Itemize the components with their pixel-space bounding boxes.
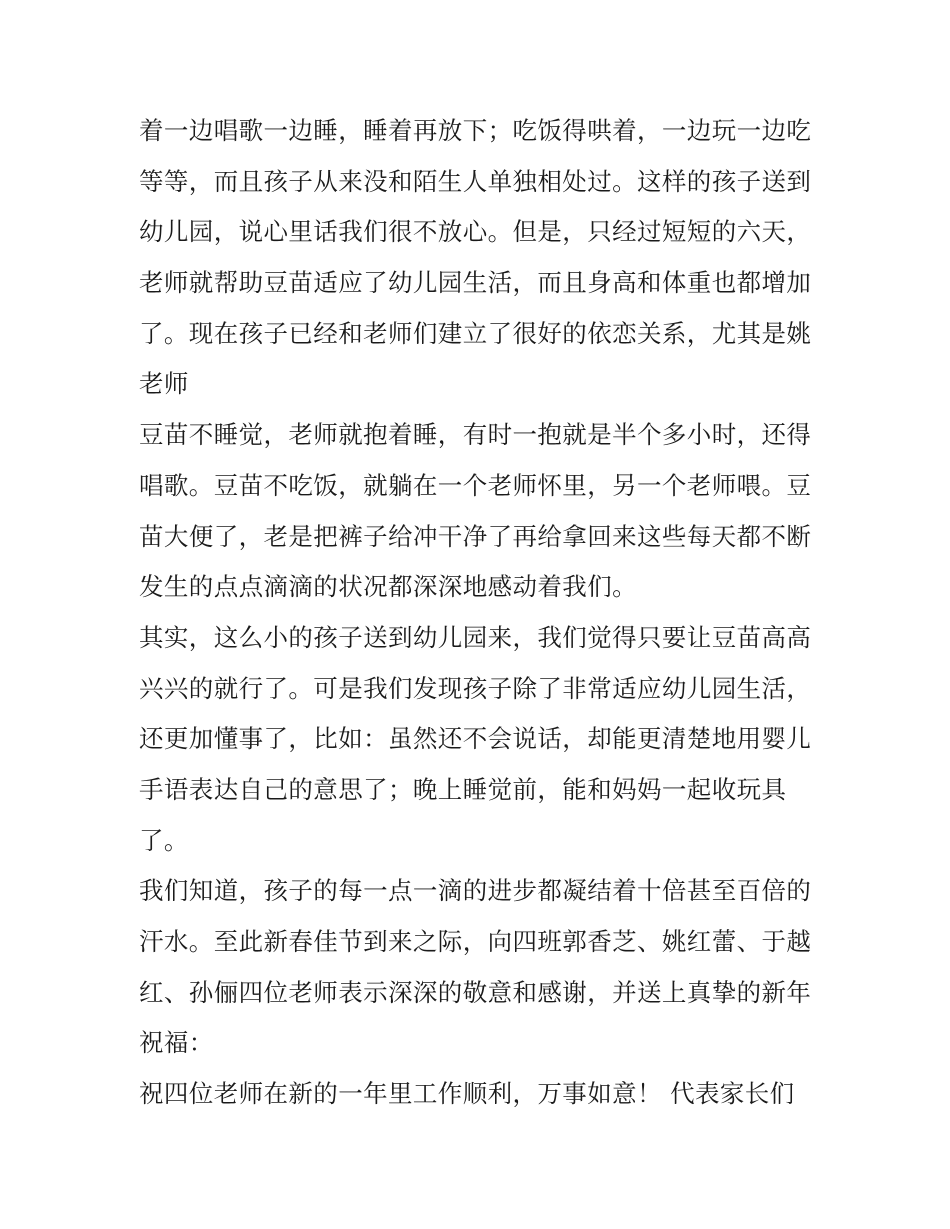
text-line: 了。	[139, 825, 189, 855]
text-line: 等等，而且孩子从来没和陌生人单独相处过。这样的孩子送到	[139, 166, 812, 196]
text-line: 幼儿园，说心里话我们很不放心。但是，只经过短短的六天，	[139, 217, 812, 247]
text-line: 苗大便了，老是把裤子给冲干净了再给拿回来这些每天都不断	[139, 521, 812, 551]
text-line: 唱歌。豆苗不吃饭，就躺在一个老师怀里，另一个老师喂。豆	[139, 470, 812, 500]
text-line: 我们知道，孩子的每一点一滴的进步都凝结着十倍甚至百倍的	[139, 876, 812, 906]
text-line: 手语表达自己的意思了；晚上睡觉前，能和妈妈一起收玩具	[139, 774, 787, 804]
text-line: 着一边唱歌一边睡，睡着再放下；吃饭得哄着，一边玩一边吃	[139, 116, 812, 145]
document-body	[139, 106, 819, 1120]
text-line: 祝福：	[139, 1028, 214, 1058]
text-line: 老师就帮助豆苗适应了幼儿园生活，而且身高和体重也都增加	[139, 268, 812, 298]
text-line: 其实，这么小的孩子送到幼儿园来，我们觉得只要让豆苗高高	[139, 622, 812, 652]
text-line: 老师	[139, 369, 189, 399]
text-line: 了。现在孩子已经和老师们建立了很好的依恋关系，尤其是姚	[139, 318, 812, 348]
text-line: 兴兴的就行了。可是我们发现孩子除了非常适应幼儿园生活，	[139, 673, 812, 703]
text-line: 发生的点点滴滴的状况都深深地感动着我们。	[139, 572, 637, 602]
text-line: 还更加懂事了，比如：虽然还不会说话，却能更清楚地用婴儿	[139, 724, 812, 754]
text-line: 祝四位老师在新的一年里工作顺利，万事如意！ 代表家长们	[139, 1079, 795, 1109]
text-line: 红、孙俪四位老师表示深深的敬意和感谢，并送上真挚的新年	[139, 977, 812, 1007]
text-line: 汗水。至此新春佳节到来之际，向四班郭香芝、姚红蕾、于越	[139, 927, 812, 956]
text-line: 豆苗不睡觉，老师就抱着睡，有时一抱就是半个多小时，还得	[139, 420, 812, 450]
